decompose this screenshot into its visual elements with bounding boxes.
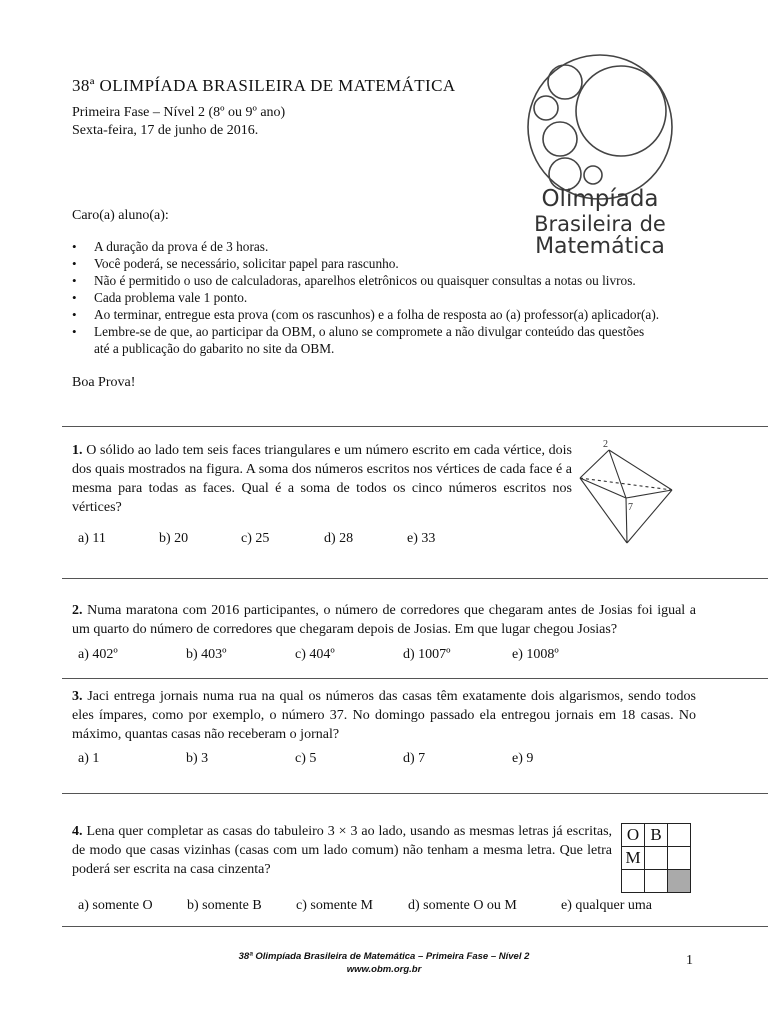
board-cell — [668, 847, 691, 870]
question-text: Jaci entrega jornais numa rua na qual os números das casas têm exatamente dois algarismos, sendo todos eles ímpares, como por exemplo, o número 37. No domingo passado ela entregou jornais em 18 casas. No máximo, quantas casas não receberam o jornal? — [72, 689, 696, 742]
divider — [62, 426, 768, 427]
question-number: 3. — [72, 689, 83, 704]
answer-option[interactable]: d) 7 — [403, 751, 426, 766]
instruction-item: • Você poderá, se necessário, solicitar papel para rascunho. — [72, 255, 712, 272]
question-number: 1. — [72, 443, 83, 458]
instruction-item: • A duração da prova é de 3 horas. — [72, 238, 712, 255]
question-text: Numa maratona com 2016 participantes, o número de corredores que chegaram antes de Josias foi igual a um quarto do número de corredores que chegaram depois de Josias. Em que lugar chegou Josias? — [72, 603, 697, 637]
question-number: 2. — [72, 603, 83, 618]
greeting: Caro(a) aluno(a): — [72, 208, 169, 223]
logo-text-line3: Matemática — [535, 234, 665, 259]
answer-option[interactable]: a) 1 — [78, 751, 100, 766]
board-cell — [645, 870, 668, 893]
logo-text-line2: Brasileira de — [534, 212, 666, 236]
answer-option[interactable]: e) 1008º — [512, 647, 559, 662]
answer-option[interactable]: c) 5 — [295, 751, 317, 766]
divider — [62, 678, 768, 679]
question-number: 4. — [72, 824, 83, 839]
answer-option[interactable]: a) 11 — [78, 531, 106, 546]
instructions-list — [72, 234, 712, 357]
instruction-item: • Não é permitido o uso de calculadoras, aparelhos eletrônicos ou quaisquer consultas a notas ou livros. — [72, 272, 712, 289]
board-cell — [668, 824, 691, 847]
question-2 — [72, 601, 696, 639]
instruction-item: • Cada problema vale 1 ponto. — [72, 289, 712, 306]
answer-option[interactable]: e) 9 — [512, 751, 534, 766]
closing-text: Boa Prova! — [72, 375, 136, 390]
vertex-label-side: 7 — [628, 502, 633, 513]
logo-text-line1: Olimpíada — [541, 186, 659, 212]
answer-option[interactable]: b) somente B — [187, 898, 262, 913]
answer-option[interactable]: b) 403º — [186, 647, 227, 662]
answer-option[interactable]: d) 1007º — [403, 647, 451, 662]
question-1 — [72, 441, 572, 517]
answer-option[interactable]: c) 404º — [295, 647, 335, 662]
board-cell: O — [622, 824, 645, 847]
answer-option[interactable]: d) 28 — [324, 531, 354, 546]
answer-option[interactable]: a) 402º — [78, 647, 118, 662]
answer-option[interactable]: b) 3 — [186, 751, 209, 766]
board-cell: B — [645, 824, 668, 847]
answer-option[interactable]: a) somente O — [78, 898, 153, 913]
instruction-item: • Ao terminar, entregue esta prova (com os rascunhos) e a folha de resposta ao (a) professor(a) aplicador(a). — [72, 306, 712, 323]
obm-logo-circles — [525, 52, 675, 202]
instruction-item: • Lembre-se de que, ao participar da OBM, o aluno se compromete a não divulgar conteúdo das questões até a publicação do gabarito no site da OBM. — [72, 323, 654, 357]
board-cell — [622, 870, 645, 893]
divider — [62, 793, 768, 794]
page-number: 1 — [686, 953, 693, 968]
board-3x3 — [621, 823, 691, 893]
board-cell: M — [622, 847, 645, 870]
answer-option[interactable]: c) somente M — [296, 898, 373, 913]
question-text: O sólido ao lado tem seis faces triangulares e um número escrito em cada vértice, dois dos quais mostrados na figura. A soma dos números escritos nos vértices de cada face é a mesma para todas as faces. Qual é a soma de todos os cinco números escritos nos vértices? — [72, 443, 572, 515]
footer-url: www.obm.org.br — [346, 964, 422, 975]
answer-option[interactable]: e) qualquer uma — [561, 898, 652, 913]
question-3 — [72, 687, 696, 744]
answer-option[interactable]: c) 25 — [241, 531, 270, 546]
answer-option[interactable]: b) 20 — [159, 531, 189, 546]
divider — [62, 578, 768, 579]
exam-date: Sexta-feira, 17 de junho de 2016. — [72, 123, 259, 138]
answer-option[interactable]: e) 33 — [407, 531, 436, 546]
divider — [62, 926, 768, 927]
solid-figure — [578, 436, 682, 548]
question-4 — [72, 822, 612, 879]
answer-option[interactable]: d) somente O ou M — [408, 898, 517, 913]
exam-title: 38ª OLIMPÍADA BRASILEIRA DE MATEMÁTICA — [72, 76, 456, 95]
footer-title: 38ª Olimpíada Brasileira de Matemática – Primeira Fase – Nível 2 — [238, 951, 530, 962]
vertex-label-top: 2 — [603, 439, 608, 450]
board-cell-gray — [668, 870, 691, 893]
exam-phase: Primeira Fase – Nível 2 (8º ou 9º ano) — [72, 105, 286, 120]
question-text: Lena quer completar as casas do tabuleiro 3 × 3 ao lado, usando as mesmas letras já escritas, de modo que casas vizinhas (casas com um lado comum) não tenham a mesma letra. Que letra poderá ser escrita na casa cinzenta? — [72, 824, 613, 877]
board-cell — [645, 847, 668, 870]
